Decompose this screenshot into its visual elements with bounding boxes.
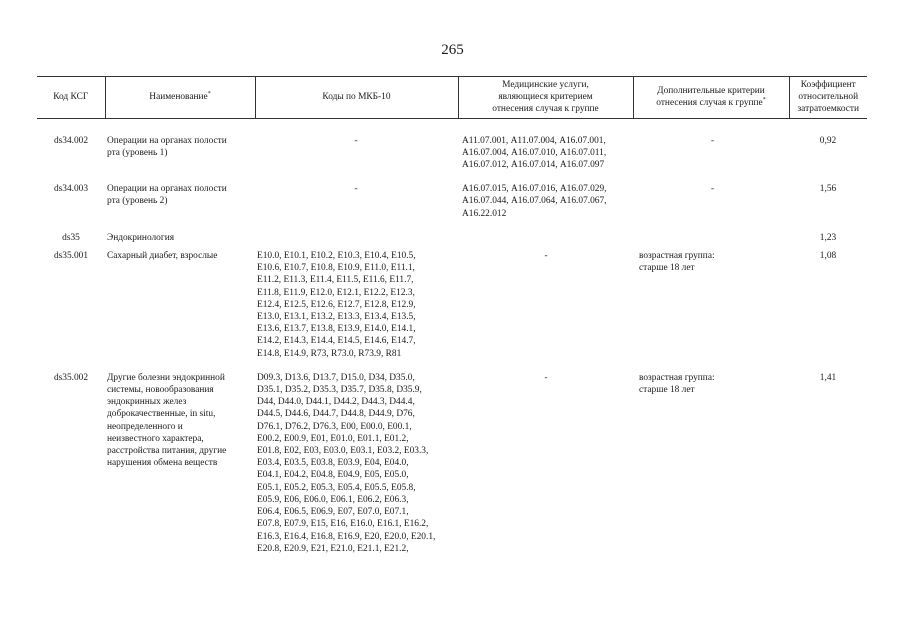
cell-services [458, 232, 633, 250]
cell-mkb: - [354, 135, 358, 146]
cell-code: ds35.002 [53, 372, 89, 383]
cell-mkb: - [354, 184, 358, 195]
cell-name: Операции на органах полости рта (уровень 2) [107, 184, 227, 207]
table-row [37, 372, 867, 567]
header-services: Медицинские услуги, являющиеся критерием отнесения случая к группе [458, 77, 633, 119]
cell-mkb: E10.0, E10.1, E10.2, E10.3, E10.4, E10.5, E10.6, E10.7, E10.8, E10.9, E11.0, E11.1, E11.2, E11.3, E11.4, E11.5, E11.6, E11.7, E11.8, E11.9, E12.0, E12.1, E12.2, E12.3, E12.4, E12.5, E12.6, E12.7, E12.8, E12.9, E13.0, E13.1, E13.2, E13.3, E13.4, E13.5, E13.6, E13.7, E13.8, E13.9, E14.0, E14.1, E14.2, E14.3, E14.4, E14.5, E14.6, E14.7, E14.8, E14.9, R73, R73.0, R73.9, R81 [257, 251, 416, 359]
footnote-mark: * [762, 97, 766, 104]
page-number: 265 [441, 42, 464, 58]
cell-code: ds34.002 [53, 135, 89, 146]
cell-code: ds35.001 [53, 251, 89, 262]
header-code: Код КСГ [37, 77, 105, 119]
cell-coefficient: 1,23 [819, 232, 837, 243]
cell-criteria: - [710, 135, 715, 146]
cell-mkb [255, 232, 458, 250]
cell-code: ds34.003 [53, 184, 89, 195]
table-row [37, 232, 867, 250]
cell-services: - [544, 251, 548, 262]
table-row [37, 250, 867, 372]
cell-code: ds35 [62, 232, 80, 243]
header-name: Наименование* [105, 77, 255, 119]
cell-criteria: возрастная группа: старше 18 лет [639, 372, 715, 396]
cell-services: - [544, 372, 548, 383]
cell-services: А16.07.015, А16.07.016, А16.07.029, А16.07.044, А16.07.064, А16.07.067, А16.22.012 [462, 184, 607, 219]
cell-coefficient: 1,56 [819, 184, 837, 195]
cell-name: Сахарный диабет, взрослые [107, 251, 218, 262]
cell-coefficient: 1,08 [819, 251, 837, 262]
cell-criteria: возрастная группа: старше 18 лет [639, 251, 715, 274]
header-coefficient: Коэффициент относительной затратоемкости [789, 77, 867, 119]
cell-coefficient: 1,41 [819, 372, 837, 383]
ksg-table [37, 76, 867, 567]
table-header [37, 77, 867, 119]
cell-services: А11.07.001, А11.07.004, А16.07.001, А16.07.004, А16.07.010, А16.07.011, А16.07.012, А16.07.014, А16.07.097 [462, 135, 607, 171]
cell-criteria: - [710, 184, 715, 195]
footnote-mark: * [207, 91, 211, 98]
cell-name: Операции на органах полости рта (уровень 1) [107, 135, 227, 158]
cell-criteria [633, 232, 789, 250]
cell-name: Эндокринология [107, 232, 175, 243]
header-mkb: Коды по МКБ-10 [255, 77, 458, 119]
cell-mkb: D09.3, D13.6, D13.7, D15.0, D34, D35.0, D35.1, D35.2, D35.3, D35.7, D35.8, D35.9, D44, D44.0, D44.1, D44.2, D44.3, D44.4, D44.5, D44.6, D44.7, D44.8, D44.9, D76, D76.1, D76.2, D76.3, E00, E00.0, E00.1, E00.2, E00.9, E01, E01.0, E01.1, E01.2, E01.8, E02, E03, E03.0, E03.1, E03.2, E03.3, E03.4, E03.5, E03.8, E03.9, E04, E04.0, E04.1, E04.2, E04.8, E04.9, E05, E05.0, E05.1, E05.2, E05.3, E05.4, E05.5, E05.8, E05.9, E06, E06.0, E06.1, E06.2, E06.3, E06.4, E06.5, E06.9, E07, E07.0, E07.1, E07.8, E07.9, E15, E16, E16.0, E16.1, E16.2, E16.3, E16.4, E16.8, E16.9, E20, E20.0, E20.1, E20.8, E20.9, E21, E21.0, E21.1, E21.2, [257, 372, 436, 554]
cell-name: Другие болезни эндокринной системы, новообразования эндокринных желез доброкачественные, in situ, неопределенного и неизвестного характера, расстройства питания, другие нарушения обмена веществ [107, 372, 227, 469]
cell-coefficient: 0,92 [819, 135, 837, 146]
table-row [37, 183, 867, 232]
header-criteria: Дополнительные критерии отнесения случая к группе* [633, 77, 789, 119]
table-row [37, 118, 867, 183]
